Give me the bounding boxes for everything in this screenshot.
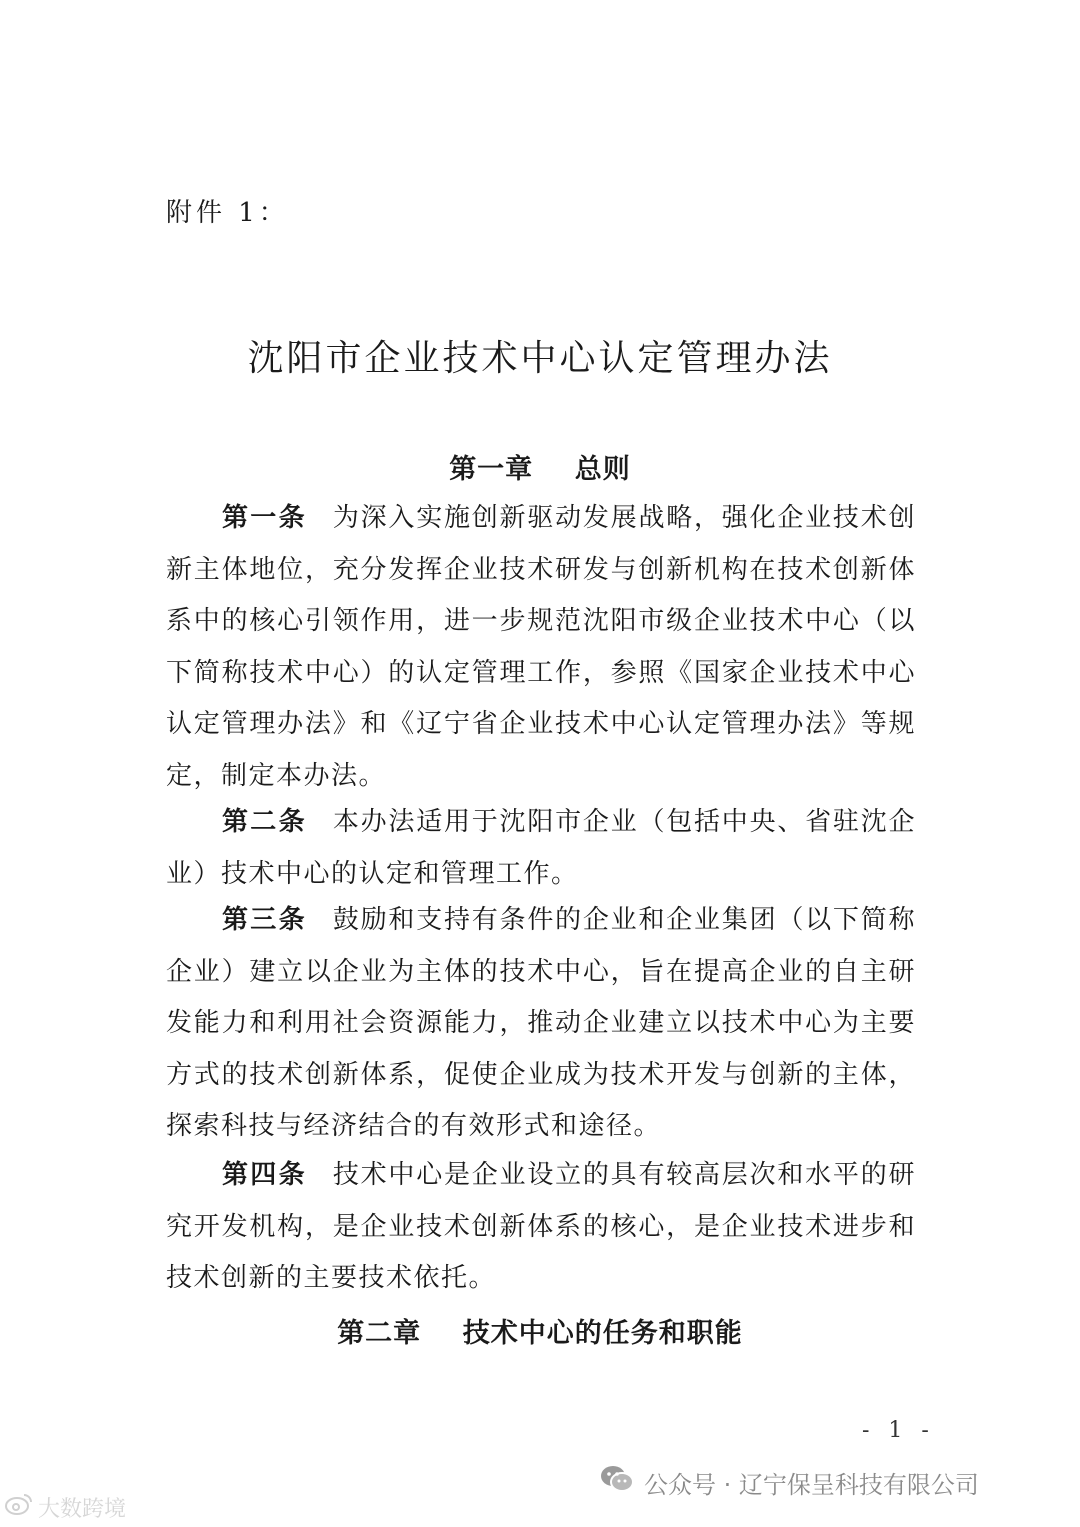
chapter-heading-1: 第一章 总则 <box>449 454 631 485</box>
article-heading: 第四条 <box>222 1160 307 1190</box>
article-body: 本办法适用于沈阳市企业（包括中央、省驻沈企业）技术中心的认定和管理工作。 <box>166 807 916 889</box>
attachment-label: 附件 1： <box>166 198 289 228</box>
article-body: 技术中心是企业设立的具有较高层次和水平的研究开发机构，是企业技术创新体系的核心，是企业技术进步和技术创新的主要技术依托。 <box>166 1160 916 1293</box>
article-3 <box>166 895 916 1153</box>
wechat-watermark <box>600 1465 979 1499</box>
article-heading: 第三条 <box>222 905 307 935</box>
wechat-account-text: 公众号 · 辽宁保呈科技有限公司 <box>644 1470 979 1499</box>
article-2 <box>166 797 916 900</box>
wechat-icon <box>600 1464 634 1500</box>
article-heading: 第一条 <box>222 503 307 533</box>
chapter-heading-2: 第二章 技术中心的任务和职能 <box>337 1318 743 1349</box>
document-title: 沈阳市企业技术中心认定管理办法 <box>247 338 833 379</box>
weibo-icon <box>4 1492 34 1522</box>
article-body: 鼓励和支持有条件的企业和企业集团（以下简称企业）建立以企业为主体的技术中心，旨在提高企业的自主研发能力和利用社会资源能力，推动企业建立以技术中心为主要方式的技术创新体系，促使企业成为技术开发与创新的主体，探索科技与经济结合的有效形式和途径。 <box>166 905 916 1141</box>
page-number: - 1 - <box>862 1418 935 1443</box>
article-1 <box>166 493 916 802</box>
source-watermark-text: 大数跨境 <box>38 1496 127 1522</box>
article-4 <box>166 1150 916 1305</box>
article-body: 为深入实施创新驱动发展战略，强化企业技术创新主体地位，充分发挥企业技术研发与创新机构在技术创新体系中的核心引领作用，进一步规范沈阳市级企业技术中心（以下简称技术中心）的认定管理工作，参照《国家企业技术中心认定管理办法》和《辽宁省企业技术中心认定管理办法》等规定，制定本办法。 <box>166 503 916 791</box>
source-watermark <box>4 1492 126 1522</box>
article-heading: 第二条 <box>222 807 307 837</box>
